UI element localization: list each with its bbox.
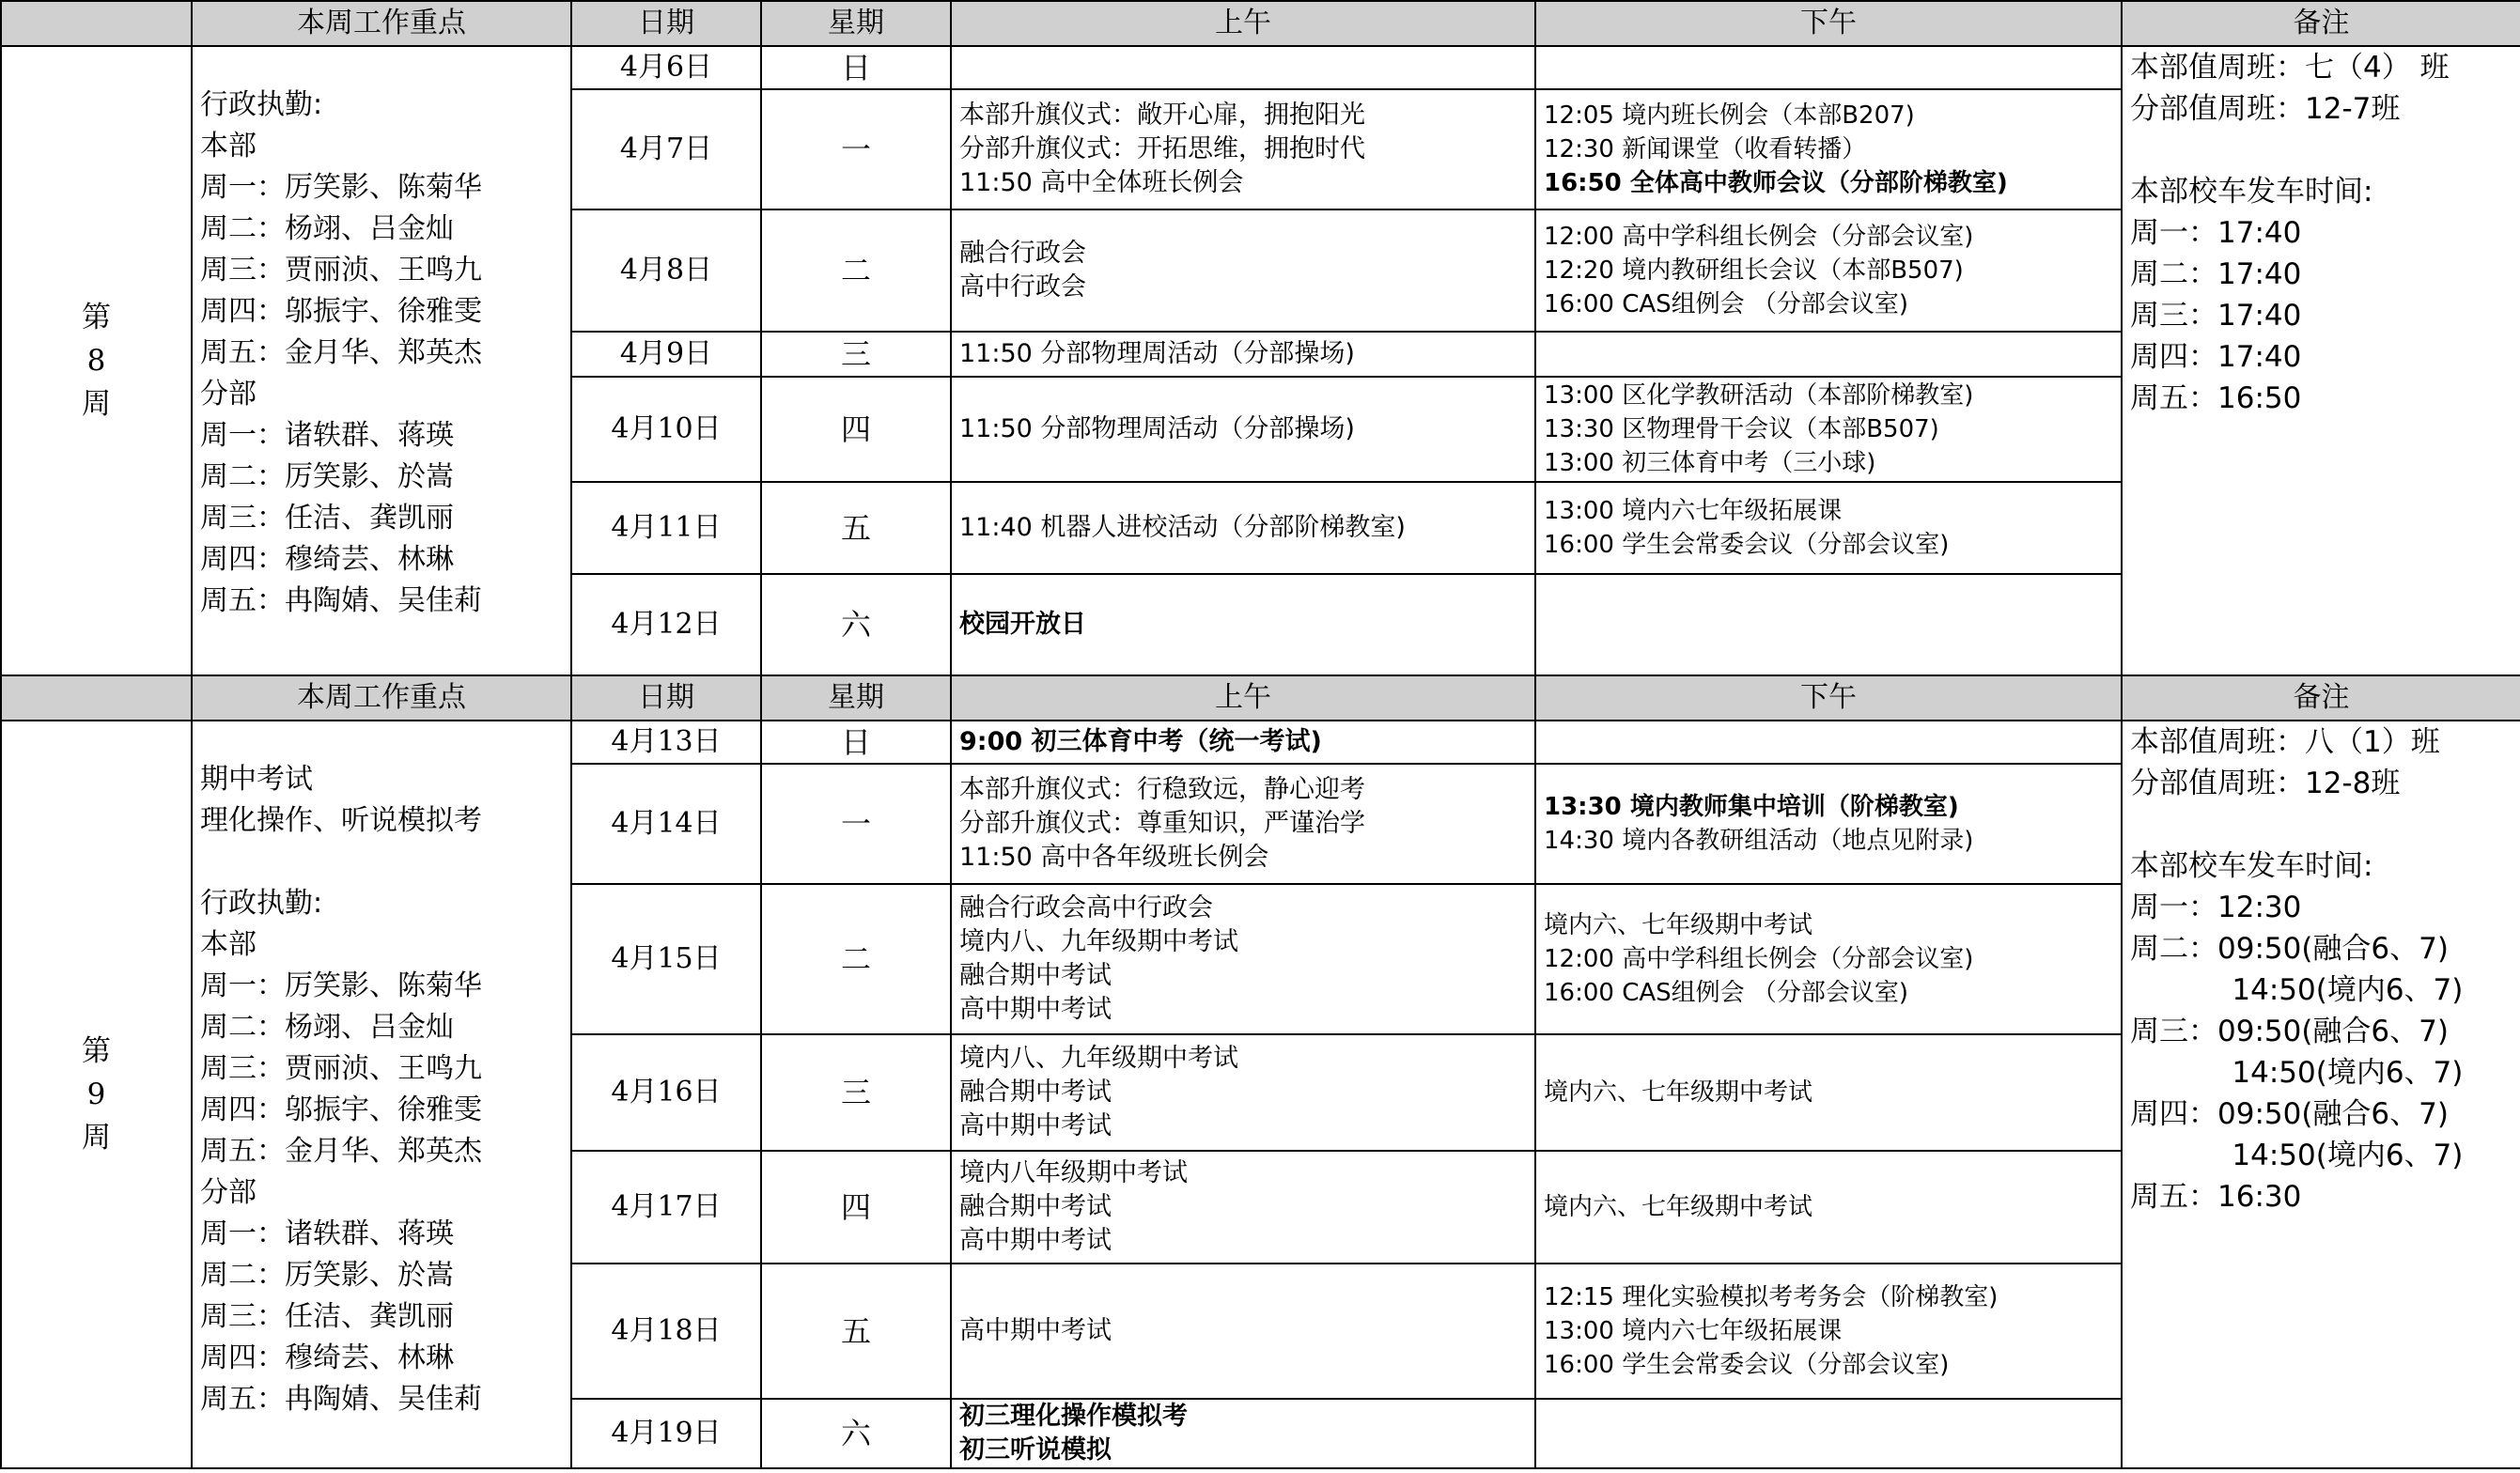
- am-cell: [951, 209, 1535, 332]
- pm-cell: [1535, 46, 2122, 89]
- am-item: 分部升旗仪式：开拓思维，拥抱时代: [959, 134, 1365, 163]
- am-item: 高中期中考试: [959, 1226, 1112, 1255]
- focus-line: 周四：穆绮芸、林琳: [200, 1341, 454, 1374]
- am-item: 初三听说模拟: [959, 1435, 1112, 1465]
- date-cell: 4月14日: [571, 764, 761, 884]
- am-cell: [951, 884, 1535, 1034]
- date-cell: 4月9日: [571, 332, 761, 377]
- header-date: 日期: [571, 675, 761, 721]
- am-item: 高中期中考试: [959, 995, 1112, 1024]
- date-cell: 4月18日: [571, 1264, 761, 1399]
- header-weekday: 星期: [761, 675, 951, 721]
- weekday-cell: 三: [761, 1034, 951, 1151]
- remark-line: 本部校车发车时间:: [2130, 175, 2373, 209]
- week-label-char: 9: [86, 1078, 106, 1111]
- remark-line: 周一：17:40: [2130, 216, 2302, 250]
- focus-line: 分部: [200, 1176, 257, 1209]
- remark-line: 14:50(境内6、7): [2130, 973, 2464, 1007]
- remark-line: 14:50(境内6、7): [2130, 1056, 2464, 1090]
- focus-line: 期中考试: [200, 763, 313, 796]
- pm-cell: [1535, 377, 2122, 482]
- weekly-focus: [192, 721, 571, 1468]
- focus-line: 周一：诸轶群、蒋瑛: [200, 419, 454, 452]
- focus-line: 周五：金月华、郑英杰: [200, 1135, 482, 1168]
- date-cell: 4月8日: [571, 209, 761, 332]
- am-cell: [951, 46, 1535, 89]
- remark-line: 周五：16:30: [2130, 1180, 2302, 1214]
- pm-item: 13:00 境内六七年级拓展课: [1544, 497, 1843, 525]
- am-cell: [951, 1034, 1535, 1151]
- am-cell: [951, 1151, 1535, 1264]
- pm-item: 16:00 学生会常委会议（分部会议室): [1544, 531, 1950, 559]
- am-item: 境内八年级期中考试: [959, 1158, 1188, 1187]
- remark-line: 周四：09:50(融合6、7): [2130, 1097, 2449, 1131]
- pm-item: 12:05 境内班长例会（本部B207): [1544, 101, 1915, 130]
- day-row: [1, 46, 2520, 89]
- date-cell: 4月16日: [571, 1034, 761, 1151]
- pm-item: 12:15 理化实验模拟考考务会（阶梯教室): [1544, 1283, 1999, 1311]
- date-cell: 4月19日: [571, 1399, 761, 1468]
- header-am: 上午: [951, 675, 1535, 721]
- am-cell: [951, 377, 1535, 482]
- remark-line: [2130, 130, 2520, 171]
- am-item: 高中期中考试: [959, 1316, 1112, 1345]
- pm-cell: [1535, 1399, 2122, 1468]
- header-note: 备注: [2122, 675, 2520, 721]
- weekday-cell: 五: [761, 1264, 951, 1399]
- header-pm: 下午: [1535, 675, 2122, 721]
- pm-cell: [1535, 764, 2122, 884]
- pm-cell: [1535, 1034, 2122, 1151]
- pm-cell: [1535, 332, 2122, 377]
- remark-line: 周五：16:50: [2130, 381, 2302, 415]
- pm-item: 13:30 境内教师集中培训（阶梯教室): [1544, 793, 1959, 821]
- week-label: [1, 46, 192, 675]
- weekday-cell: 四: [761, 1151, 951, 1264]
- pm-item: 境内六、七年级期中考试: [1544, 911, 1813, 939]
- focus-line: 行政执勤:: [200, 88, 323, 121]
- am-item: 融合行政会: [959, 239, 1086, 268]
- focus-line: 本部: [200, 928, 257, 961]
- remark-line: 周二：09:50(融合6、7): [2130, 932, 2449, 966]
- header-row: [1, 675, 2520, 721]
- focus-line: 周二：杨翊、吕金灿: [200, 1011, 454, 1044]
- focus-line: 分部: [200, 378, 257, 411]
- remark-line: 周三：17:40: [2130, 299, 2302, 333]
- date-cell: 4月15日: [571, 884, 761, 1034]
- pm-item: 16:00 CAS组例会 （分部会议室): [1544, 290, 1909, 318]
- pm-item: 13:30 区物理骨干会议（本部B507): [1544, 415, 1939, 443]
- am-item: 分部升旗仪式：尊重知识，严谨治学: [959, 809, 1365, 838]
- pm-item: 16:50 全体高中教师会议（分部阶梯教室): [1544, 169, 2008, 197]
- weekday-cell: 三: [761, 332, 951, 377]
- focus-line: 周五：冉陶婧、吴佳莉: [200, 584, 482, 617]
- focus-line: 周三：任洁、龚凯丽: [200, 1300, 454, 1333]
- pm-cell: [1535, 89, 2122, 209]
- remark-line: 周四：17:40: [2130, 340, 2302, 374]
- am-item: 本部升旗仪式：行稳致远，静心迎考: [959, 775, 1365, 804]
- am-cell: [951, 89, 1535, 209]
- date-cell: 4月12日: [571, 574, 761, 675]
- pm-item: 12:00 高中学科组长例会（分部会议室): [1544, 945, 1974, 973]
- am-cell: [951, 332, 1535, 377]
- am-item: 11:40 机器人进校活动（分部阶梯教室): [959, 513, 1406, 542]
- focus-line: 周二：厉笑影、於嵩: [200, 1259, 454, 1292]
- pm-cell: [1535, 1264, 2122, 1399]
- am-item: 初三理化操作模拟考: [959, 1402, 1188, 1431]
- focus-line: 本部: [200, 130, 257, 163]
- remark-line: 本部校车发车时间:: [2130, 849, 2373, 883]
- header-blank: [1, 1, 192, 46]
- am-item: 11:50 高中全体班长例会: [959, 168, 1244, 197]
- am-item: 11:50 分部物理周活动（分部操场): [959, 339, 1355, 368]
- am-item: 境内八、九年级期中考试: [959, 1044, 1238, 1073]
- weekday-cell: 二: [761, 209, 951, 332]
- focus-line: 周五：金月华、郑英杰: [200, 336, 482, 369]
- focus-line: 周三：贾丽浈、王鸣九: [200, 1052, 482, 1085]
- date-cell: 4月13日: [571, 721, 761, 764]
- pm-item: 12:30 新闻课堂（收看转播）: [1544, 135, 1867, 163]
- am-item: 融合期中考试: [959, 961, 1112, 990]
- pm-item: 境内六、七年级期中考试: [1544, 1078, 1813, 1107]
- week-label-char: 8: [86, 344, 106, 378]
- focus-line: 周一：厉笑影、陈菊华: [200, 171, 482, 204]
- pm-item: 13:00 初三体育中考（三小球): [1544, 449, 1876, 477]
- remark-line: 本部值周班：七（4） 班: [2130, 51, 2450, 85]
- remark-line: 周二：17:40: [2130, 257, 2302, 291]
- am-cell: [951, 482, 1535, 574]
- focus-line: 行政执勤:: [200, 887, 323, 920]
- am-item: 融合期中考试: [959, 1078, 1112, 1107]
- week-label-char: 周: [82, 387, 111, 421]
- pm-item: 16:00 CAS组例会 （分部会议室): [1544, 979, 1909, 1007]
- am-item: 校园开放日: [959, 610, 1086, 639]
- am-item: 境内八、九年级期中考试: [959, 927, 1238, 956]
- header-date: 日期: [571, 1, 761, 46]
- pm-item: 16:00 学生会常委会议（分部会议室): [1544, 1351, 1950, 1379]
- remark-line: 14:50(境内6、7): [2130, 1139, 2464, 1172]
- week-label-char: 第: [82, 301, 111, 334]
- focus-line: 周三：任洁、龚凯丽: [200, 502, 454, 535]
- am-item: 高中期中考试: [959, 1111, 1112, 1140]
- focus-line: 周四：邬振宇、徐雅雯: [200, 295, 482, 328]
- focus-line: 理化操作、听说模拟考: [200, 804, 482, 837]
- am-cell: [951, 1399, 1535, 1468]
- pm-cell: [1535, 574, 2122, 675]
- pm-cell: [1535, 1151, 2122, 1264]
- pm-cell: [1535, 884, 2122, 1034]
- pm-cell: [1535, 209, 2122, 332]
- week-label-char: 第: [82, 1034, 111, 1068]
- remark-line: 分部值周班：12-7班: [2130, 92, 2401, 126]
- focus-line: 周五：冉陶婧、吴佳莉: [200, 1383, 482, 1416]
- am-cell: [951, 1264, 1535, 1399]
- header-am: 上午: [951, 1, 1535, 46]
- focus-line: 周一：厉笑影、陈菊华: [200, 969, 482, 1002]
- am-item: 11:50 高中各年级班长例会: [959, 843, 1269, 872]
- focus-line: 周二：杨翊、吕金灿: [200, 212, 454, 245]
- pm-cell: [1535, 482, 2122, 574]
- remarks-cell: [2122, 721, 2520, 1468]
- am-cell: [951, 764, 1535, 884]
- remark-line: [2130, 804, 2520, 845]
- pm-item: 境内六、七年级期中考试: [1544, 1193, 1813, 1221]
- header-note: 备注: [2122, 1, 2520, 46]
- header-weekday: 星期: [761, 1, 951, 46]
- am-item: 11:50 分部物理周活动（分部操场): [959, 414, 1355, 443]
- remark-line: 周一：12:30: [2130, 891, 2302, 924]
- focus-line: [200, 842, 570, 883]
- weekday-cell: 五: [761, 482, 951, 574]
- pm-item: 12:20 境内教研组长会议（本部B507): [1544, 256, 1964, 285]
- date-cell: 4月11日: [571, 482, 761, 574]
- pm-item: 13:00 区化学教研活动（本部阶梯教室): [1544, 381, 1974, 410]
- weekday-cell: 一: [761, 764, 951, 884]
- header-blank: [1, 675, 192, 721]
- header-focus: 本周工作重点: [192, 675, 571, 721]
- am-item: 9:00 初三体育中考（统一考试): [959, 727, 1322, 756]
- header-row: [1, 1, 2520, 46]
- date-cell: 4月6日: [571, 46, 761, 89]
- am-item: 融合期中考试: [959, 1192, 1112, 1221]
- header-focus: 本周工作重点: [192, 1, 571, 46]
- focus-line: 周四：穆绮芸、林琳: [200, 543, 454, 576]
- week-label-char: 周: [82, 1121, 111, 1155]
- focus-line: 周三：贾丽浈、王鸣九: [200, 254, 482, 287]
- pm-item: 13:00 境内六七年级拓展课: [1544, 1317, 1843, 1345]
- remark-line: 本部值周班：八（1）班: [2130, 725, 2440, 759]
- pm-item: 14:30 境内各教研组活动（地点见附录): [1544, 827, 1974, 855]
- am-cell: [951, 721, 1535, 764]
- pm-item: 12:00 高中学科组长例会（分部会议室): [1544, 223, 1974, 251]
- date-cell: 4月17日: [571, 1151, 761, 1264]
- weekday-cell: 四: [761, 377, 951, 482]
- weekday-cell: 二: [761, 884, 951, 1034]
- am-item: 融合行政会高中行政会: [959, 893, 1213, 923]
- pm-cell: [1535, 721, 2122, 764]
- weekday-cell: 日: [761, 721, 951, 764]
- date-cell: 4月7日: [571, 89, 761, 209]
- date-cell: 4月10日: [571, 377, 761, 482]
- focus-line: 周一：诸轶群、蒋瑛: [200, 1217, 454, 1250]
- weekday-cell: 六: [761, 574, 951, 675]
- weekday-cell: 一: [761, 89, 951, 209]
- remark-line: 周三：09:50(融合6、7): [2130, 1015, 2449, 1048]
- week-label: [1, 721, 192, 1468]
- am-item: 本部升旗仪式：敞开心扉，拥抱阳光: [959, 101, 1365, 130]
- weekly-focus: [192, 46, 571, 675]
- weekday-cell: 日: [761, 46, 951, 89]
- am-item: 高中行政会: [959, 272, 1086, 302]
- remarks-cell: [2122, 46, 2520, 675]
- focus-line: 周二：厉笑影、於嵩: [200, 460, 454, 493]
- weekday-cell: 六: [761, 1399, 951, 1468]
- day-row: [1, 721, 2520, 764]
- header-pm: 下午: [1535, 1, 2122, 46]
- remark-line: 分部值周班：12-8班: [2130, 767, 2401, 800]
- am-cell: [951, 574, 1535, 675]
- focus-line: 周四：邬振宇、徐雅雯: [200, 1093, 482, 1126]
